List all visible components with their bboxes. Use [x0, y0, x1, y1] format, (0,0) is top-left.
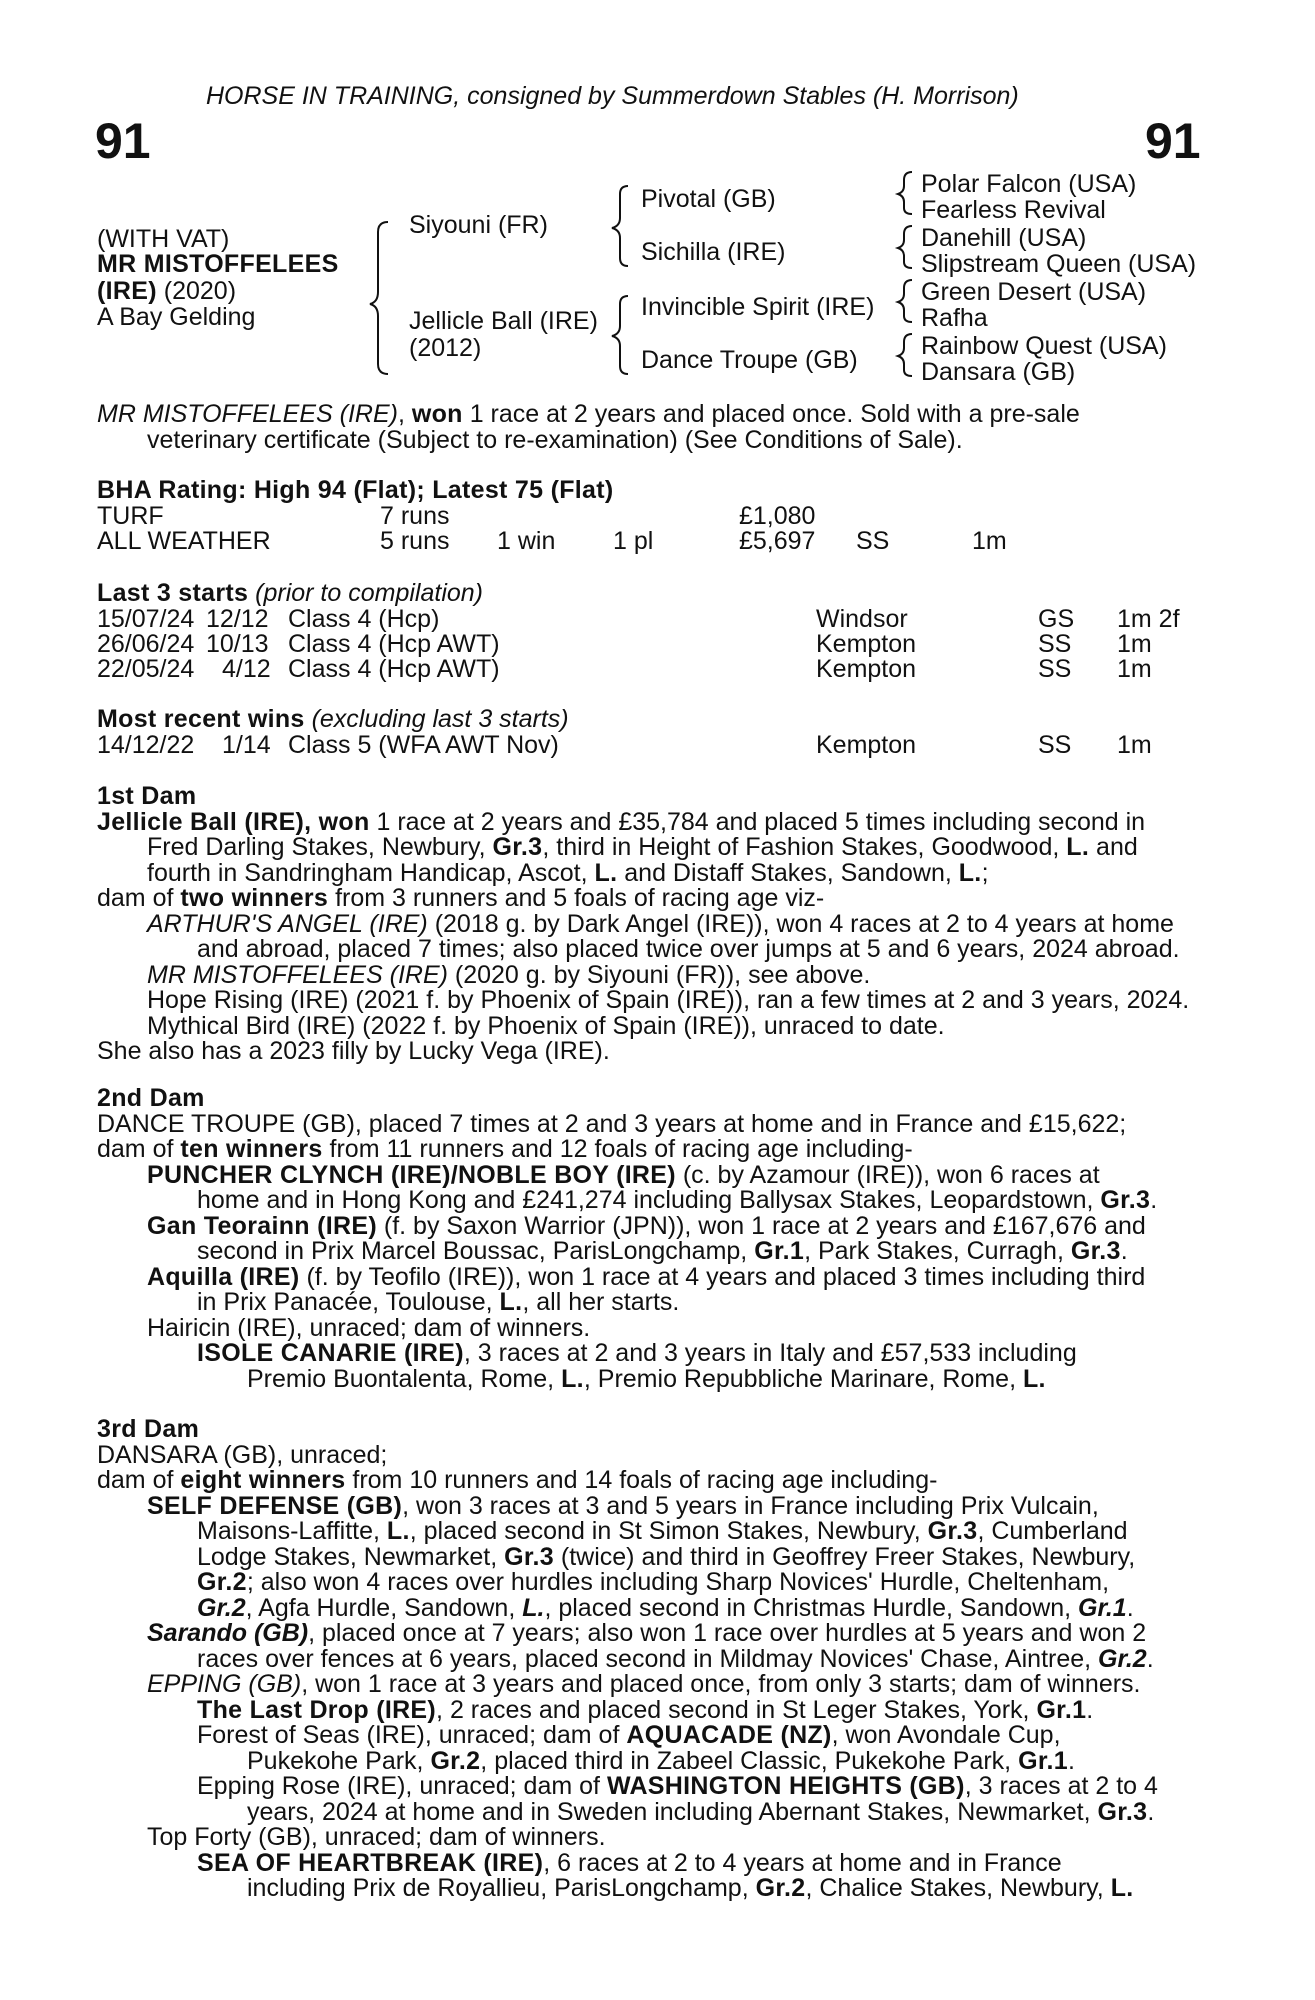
second-dam-section	[97, 1086, 1202, 1392]
lot-number-left: 91	[95, 113, 151, 169]
offspring-text: , placed second in Christmas Hurdle, Sandown,	[544, 1593, 1079, 1622]
rating-placed: 1 pl	[613, 527, 654, 555]
grade: Gr.3	[492, 833, 543, 861]
third-dam-heading: 3rd Dam	[97, 1415, 200, 1443]
start-class: Class 4 (Hcp AWT)	[288, 630, 500, 658]
grade: Gr.1	[1036, 1695, 1087, 1724]
offspring-text: ; also won 4 races over hurdles including Sharp Novices' Hurdle, Cheltenham,	[246, 1568, 1110, 1596]
recent-wins-title-line	[97, 707, 569, 733]
offspring-name: Gan Teorainn (IRE)	[147, 1211, 377, 1240]
third-dam-text: dam of	[97, 1466, 181, 1494]
third-dam-section	[97, 1417, 1202, 1902]
start-going: GS	[1038, 605, 1075, 633]
rating-distance: 1m	[972, 527, 1007, 555]
offspring-text: .	[1147, 1797, 1155, 1826]
offspring-text: Forest of Seas (IRE), unraced; dam of	[197, 1721, 627, 1749]
first-dam-text: dam of	[97, 884, 181, 912]
start-position: 12/12	[206, 605, 269, 633]
offspring-text: , Agfa Hurdle, Sandown,	[245, 1593, 523, 1622]
offspring-name: EPPING (GB)	[147, 1670, 302, 1698]
ancestor-4: Slipstream Queen (USA)	[921, 250, 1197, 278]
start-class: Class 4 (Hcp AWT)	[288, 655, 500, 683]
rating-prize: £5,697	[739, 527, 816, 555]
offspring-text: , placed once at 7 years; also won 1 race over hurdles at 5 years and won 2	[308, 1619, 1147, 1647]
offspring-text: including Prix de Royallieu, ParisLongchamp,	[247, 1874, 756, 1902]
offspring-text: .	[1120, 1237, 1128, 1265]
offspring-text: (f. by Saxon Warrior (JPN)), won 1 race at 2 years and £167,676 and	[376, 1211, 1146, 1240]
offspring-text: home and in Hong Kong and £241,274 including Ballysax Stakes, Leopardstown,	[197, 1186, 1101, 1214]
horse-name: MR MISTOFFELEES	[97, 250, 339, 278]
offspring-name: Sarando (GB)	[147, 1619, 309, 1647]
ancestor-3: Danehill (USA)	[921, 224, 1087, 252]
grade: Gr.1	[1078, 1593, 1127, 1622]
grand-offspring-name: The Last Drop (IRE)	[197, 1695, 437, 1724]
grade: Gr.2	[197, 1568, 247, 1596]
grade: Gr.1	[754, 1237, 805, 1265]
offspring-text: (2020 g. by Siyouni (FR)), see above.	[447, 960, 871, 989]
offspring-text: .	[1086, 1695, 1094, 1724]
first-dam-text: ;	[981, 858, 989, 887]
race-summary: MR MISTOFFELEES (IRE), won 1 race at 2 years and placed once. Sold with a pre-sale veterinary certificate (Subject to re-examination) (See Conditions of Sale).	[97, 402, 1202, 453]
start-going: SS	[1038, 630, 1072, 658]
offspring-text: , all her starts.	[522, 1288, 680, 1316]
offspring-text: .	[1126, 1593, 1134, 1622]
win-class: Class 5 (WFA AWT Nov)	[288, 731, 559, 759]
rating-surface: TURF	[97, 502, 164, 530]
start-distance: 1m	[1117, 655, 1152, 683]
rating-prize: £1,080	[739, 502, 816, 530]
ancestor-2: Fearless Revival	[921, 196, 1106, 224]
start-course: Kempton	[816, 655, 917, 683]
offspring-text: , 3 races at 2 and 3 years in Italy and £57,533 including	[463, 1339, 1077, 1367]
start-course: Kempton	[816, 630, 917, 658]
offspring-text: , 6 races at 2 to 4 years at home and in France	[543, 1848, 1062, 1877]
first-dam-heading: 1st Dam	[97, 782, 197, 810]
offspring-text: , won 1 race at 3 years and placed once, from only 3 starts; dam of winners.	[301, 1670, 1141, 1698]
dam: Jellicle Ball (IRE)	[409, 307, 598, 335]
offspring-text: , 2 races and placed second in St Leger Stakes, York,	[436, 1695, 1037, 1724]
offspring-text: , 3 races at 2 to 4	[964, 1772, 1158, 1800]
offspring-text: Hope Rising (IRE) (2021 f. by Phoenix of Spain (IRE)), ran a few times at 2 and 3 years, 2024.	[147, 986, 1190, 1014]
summary-text-2: veterinary certificate (Subject to re-examination) (See Conditions of Sale).	[147, 425, 963, 454]
offspring-text: , won Avondale Cup,	[831, 1721, 1061, 1749]
grade: L.	[499, 1288, 523, 1316]
first-dam-name: Jellicle Ball (IRE)	[97, 807, 305, 836]
second-dam-heading: 2nd Dam	[97, 1084, 205, 1112]
grade: Gr.3	[1100, 1186, 1151, 1214]
start-date: 15/07/24	[97, 605, 195, 633]
recent-wins-title: Most recent wins	[97, 705, 305, 733]
offspring-name: SELF DEFENSE (GB)	[147, 1491, 403, 1520]
vat-label: (WITH VAT)	[97, 225, 230, 253]
grand-offspring-name: WASHINGTON HEIGHTS (GB)	[606, 1772, 965, 1800]
ancestor-6: Rafha	[921, 304, 988, 332]
first-dam-text: and Distaff Stakes, Sandown,	[617, 858, 959, 887]
grade: Gr.3	[927, 1517, 978, 1545]
third-dam-text: DANSARA (GB), unraced;	[97, 1440, 388, 1469]
grand-offspring-name: ISOLE CANARIE (IRE)	[197, 1339, 464, 1367]
win-distance: 1m	[1117, 731, 1152, 759]
offspring-text: .	[1150, 1186, 1158, 1214]
grade: Gr.2	[1098, 1644, 1147, 1673]
offspring-text: Lodge Stakes, Newmarket,	[197, 1542, 505, 1571]
grade: Gr.2	[755, 1874, 806, 1902]
grade: L.	[594, 858, 618, 887]
grade: Gr.1	[1018, 1746, 1068, 1775]
offspring-name: ARTHUR'S ANGEL (IRE)	[147, 909, 428, 938]
offspring-text: , Premio Repubbliche Marinare, Rome,	[583, 1364, 1023, 1393]
sire-sire: Pivotal (GB)	[641, 185, 776, 213]
rating-runs: 7 runs	[380, 502, 450, 530]
summary-horse-name: MR MISTOFFELEES (IRE)	[97, 400, 398, 428]
lot-number-right: 91	[1145, 113, 1201, 169]
offspring-text: , placed third in Zabeel Classic, Pukekohe Park,	[480, 1746, 1019, 1775]
start-date: 22/05/24	[97, 655, 195, 683]
last-3-title-line	[97, 581, 483, 607]
bha-rating: BHA Rating: High 94 (Flat); Latest 75 (Flat)	[97, 476, 614, 504]
ancestor-5: Green Desert (USA)	[921, 278, 1147, 306]
first-dam-section	[97, 784, 1202, 1065]
grade: Gr.3	[1097, 1797, 1148, 1826]
win-position: 1/14	[222, 731, 271, 759]
recent-wins-note: (excluding last 3 starts)	[304, 705, 569, 733]
grade: L.	[1022, 1364, 1046, 1393]
offspring-text: .	[1067, 1746, 1075, 1775]
dam-sire: Invincible Spirit (IRE)	[641, 293, 875, 321]
start-distance: 1m	[1117, 630, 1152, 658]
winners-count: ten winners	[180, 1135, 323, 1163]
start-class: Class 4 (Hcp)	[288, 605, 440, 633]
offspring-text: (f. by Teofilo (IRE)), won 1 race at 4 years and placed 3 times including third	[299, 1262, 1146, 1291]
grade: L.	[958, 858, 982, 887]
grade: L.	[522, 1593, 545, 1622]
rating-going: SS	[856, 527, 890, 555]
offspring-text: years, 2024 at home and in Sweden including Abernant Stakes, Newmarket,	[247, 1797, 1098, 1826]
offspring-text: second in Prix Marcel Boussac, ParisLongchamp,	[197, 1237, 755, 1265]
offspring-text: (twice) and third in Geoffrey Freer Stakes, Newbury,	[553, 1542, 1136, 1571]
offspring-text: Hairicin (IRE), unraced; dam of winners.	[147, 1313, 591, 1342]
first-dam-text: and	[1089, 833, 1138, 861]
grade: L.	[1110, 1874, 1134, 1902]
first-dam-text: fourth in Sandringham Handicap, Ascot,	[147, 858, 595, 887]
offspring-text: , won 3 races at 3 and 5 years in France including Prix Vulcain,	[402, 1491, 1099, 1520]
rating-surface: ALL WEATHER	[97, 527, 271, 555]
offspring-text: Mythical Bird (IRE) (2022 f. by Phoenix of Spain (IRE)), unraced to date.	[147, 1011, 945, 1040]
offspring-text: in Prix Panacée, Toulouse,	[197, 1288, 500, 1316]
offspring-text: , Park Stakes, Curragh,	[804, 1237, 1071, 1265]
offspring-text: .	[1146, 1644, 1154, 1673]
start-position: 4/12	[222, 655, 271, 683]
last-3-title: Last 3 starts	[97, 579, 249, 607]
summary-text: 1 race at 2 years and placed once. Sold with a pre-sale	[462, 400, 1080, 428]
second-dam-text: from 11 runners and 12 foals of racing age including-	[322, 1135, 913, 1163]
third-dam-text: from 10 runners and 14 foals of racing age including-	[345, 1466, 938, 1494]
offspring-text: (c. by Azamour (IRE)), won 6 races at	[675, 1160, 1100, 1189]
page-header-title: HORSE IN TRAINING, consigned by Summerdown Stables (H. Morrison)	[206, 82, 1019, 110]
ancestor-7: Rainbow Quest (USA)	[921, 332, 1167, 360]
offspring-text: Epping Rose (IRE), unraced; dam of	[197, 1772, 607, 1800]
start-date: 26/06/24	[97, 630, 195, 658]
sire-dam: Sichilla (IRE)	[641, 238, 786, 266]
sire: Siyouni (FR)	[409, 211, 548, 239]
win-going: SS	[1038, 731, 1072, 759]
last-3-note: (prior to compilation)	[248, 579, 484, 607]
first-dam-text: 1 race at 2 years and £35,784 and placed 5 times including second in	[369, 807, 1146, 836]
second-dam-text: dam of	[97, 1135, 181, 1163]
offspring-text: (2018 g. by Dark Angel (IRE)), won 4 races at 2 to 4 years at home	[427, 909, 1174, 938]
start-going: SS	[1038, 655, 1072, 683]
offspring-name: Aquilla (IRE)	[147, 1262, 300, 1291]
win-course: Kempton	[816, 731, 917, 759]
first-dam-text: Fred Darling Stakes, Newbury,	[147, 833, 493, 861]
summary-won: won	[411, 400, 463, 428]
horse-year: (2020)	[156, 277, 237, 305]
second-dam-text: DANCE TROUPE (GB), placed 7 times at 2 and 3 years at home and in France and £15,622;	[97, 1109, 1127, 1138]
start-distance: 1m 2f	[1117, 605, 1180, 633]
grade: L.	[1066, 833, 1090, 861]
offspring-name: MR MISTOFFELEES (IRE)	[147, 960, 448, 989]
offspring-text: , placed second in St Simon Stakes, Newbury,	[409, 1517, 928, 1545]
horse-description: A Bay Gelding	[97, 303, 256, 331]
grand-offspring-name: SEA OF HEARTBREAK (IRE)	[197, 1848, 544, 1877]
horse-origin: (IRE)	[97, 277, 157, 305]
grade: L.	[386, 1517, 410, 1545]
rating-runs: 5 runs	[380, 527, 450, 555]
winners-count: two winners	[180, 884, 329, 912]
offspring-text: Top Forty (GB), unraced; dam of winners.	[147, 1823, 606, 1851]
first-dam-text: from 3 runners and 5 foals of racing age viz-	[328, 884, 825, 912]
winners-count: eight winners	[180, 1466, 346, 1494]
ancestor-8: Dansara (GB)	[921, 358, 1076, 386]
first-dam-text: , third in Height of Fashion Stakes, Goodwood,	[542, 833, 1067, 861]
grade: Gr.3	[1070, 1237, 1121, 1265]
offspring-text: , Chalice Stakes, Newbury,	[805, 1874, 1111, 1902]
grand-offspring-name: AQUACADE (NZ)	[626, 1721, 832, 1749]
offspring-text: She also has a 2023 filly by Lucky Vega (IRE).	[97, 1037, 610, 1065]
offspring-text: , Cumberland	[977, 1517, 1128, 1545]
ancestor-1: Polar Falcon (USA)	[921, 170, 1137, 198]
dam-dam: Dance Troupe (GB)	[641, 346, 858, 374]
offspring-text: Premio Buontalenta, Rome,	[247, 1364, 562, 1393]
win-date: 14/12/22	[97, 731, 195, 759]
offspring-text: Pukekohe Park,	[247, 1746, 431, 1775]
rating-wins: 1 win	[497, 527, 556, 555]
offspring-text: races over fences at 6 years, placed second in Mildmay Novices' Chase, Aintree,	[197, 1644, 1099, 1673]
grade: L.	[561, 1364, 584, 1393]
first-dam-won: , won	[304, 807, 370, 836]
grade: Gr.2	[430, 1746, 481, 1775]
grade: Gr.2	[197, 1593, 246, 1622]
offspring-text: and abroad, placed 7 times; also placed twice over jumps at 5 and 6 years, 2024 abroad.	[197, 935, 1180, 963]
grade: Gr.3	[504, 1542, 554, 1571]
offspring-text: Maisons-Laffitte,	[197, 1517, 387, 1545]
dam-year: (2012)	[409, 334, 482, 362]
start-course: Windsor	[816, 605, 908, 633]
offspring-name: PUNCHER CLYNCH (IRE)/NOBLE BOY (IRE)	[147, 1160, 676, 1189]
start-position: 10/13	[206, 630, 269, 658]
